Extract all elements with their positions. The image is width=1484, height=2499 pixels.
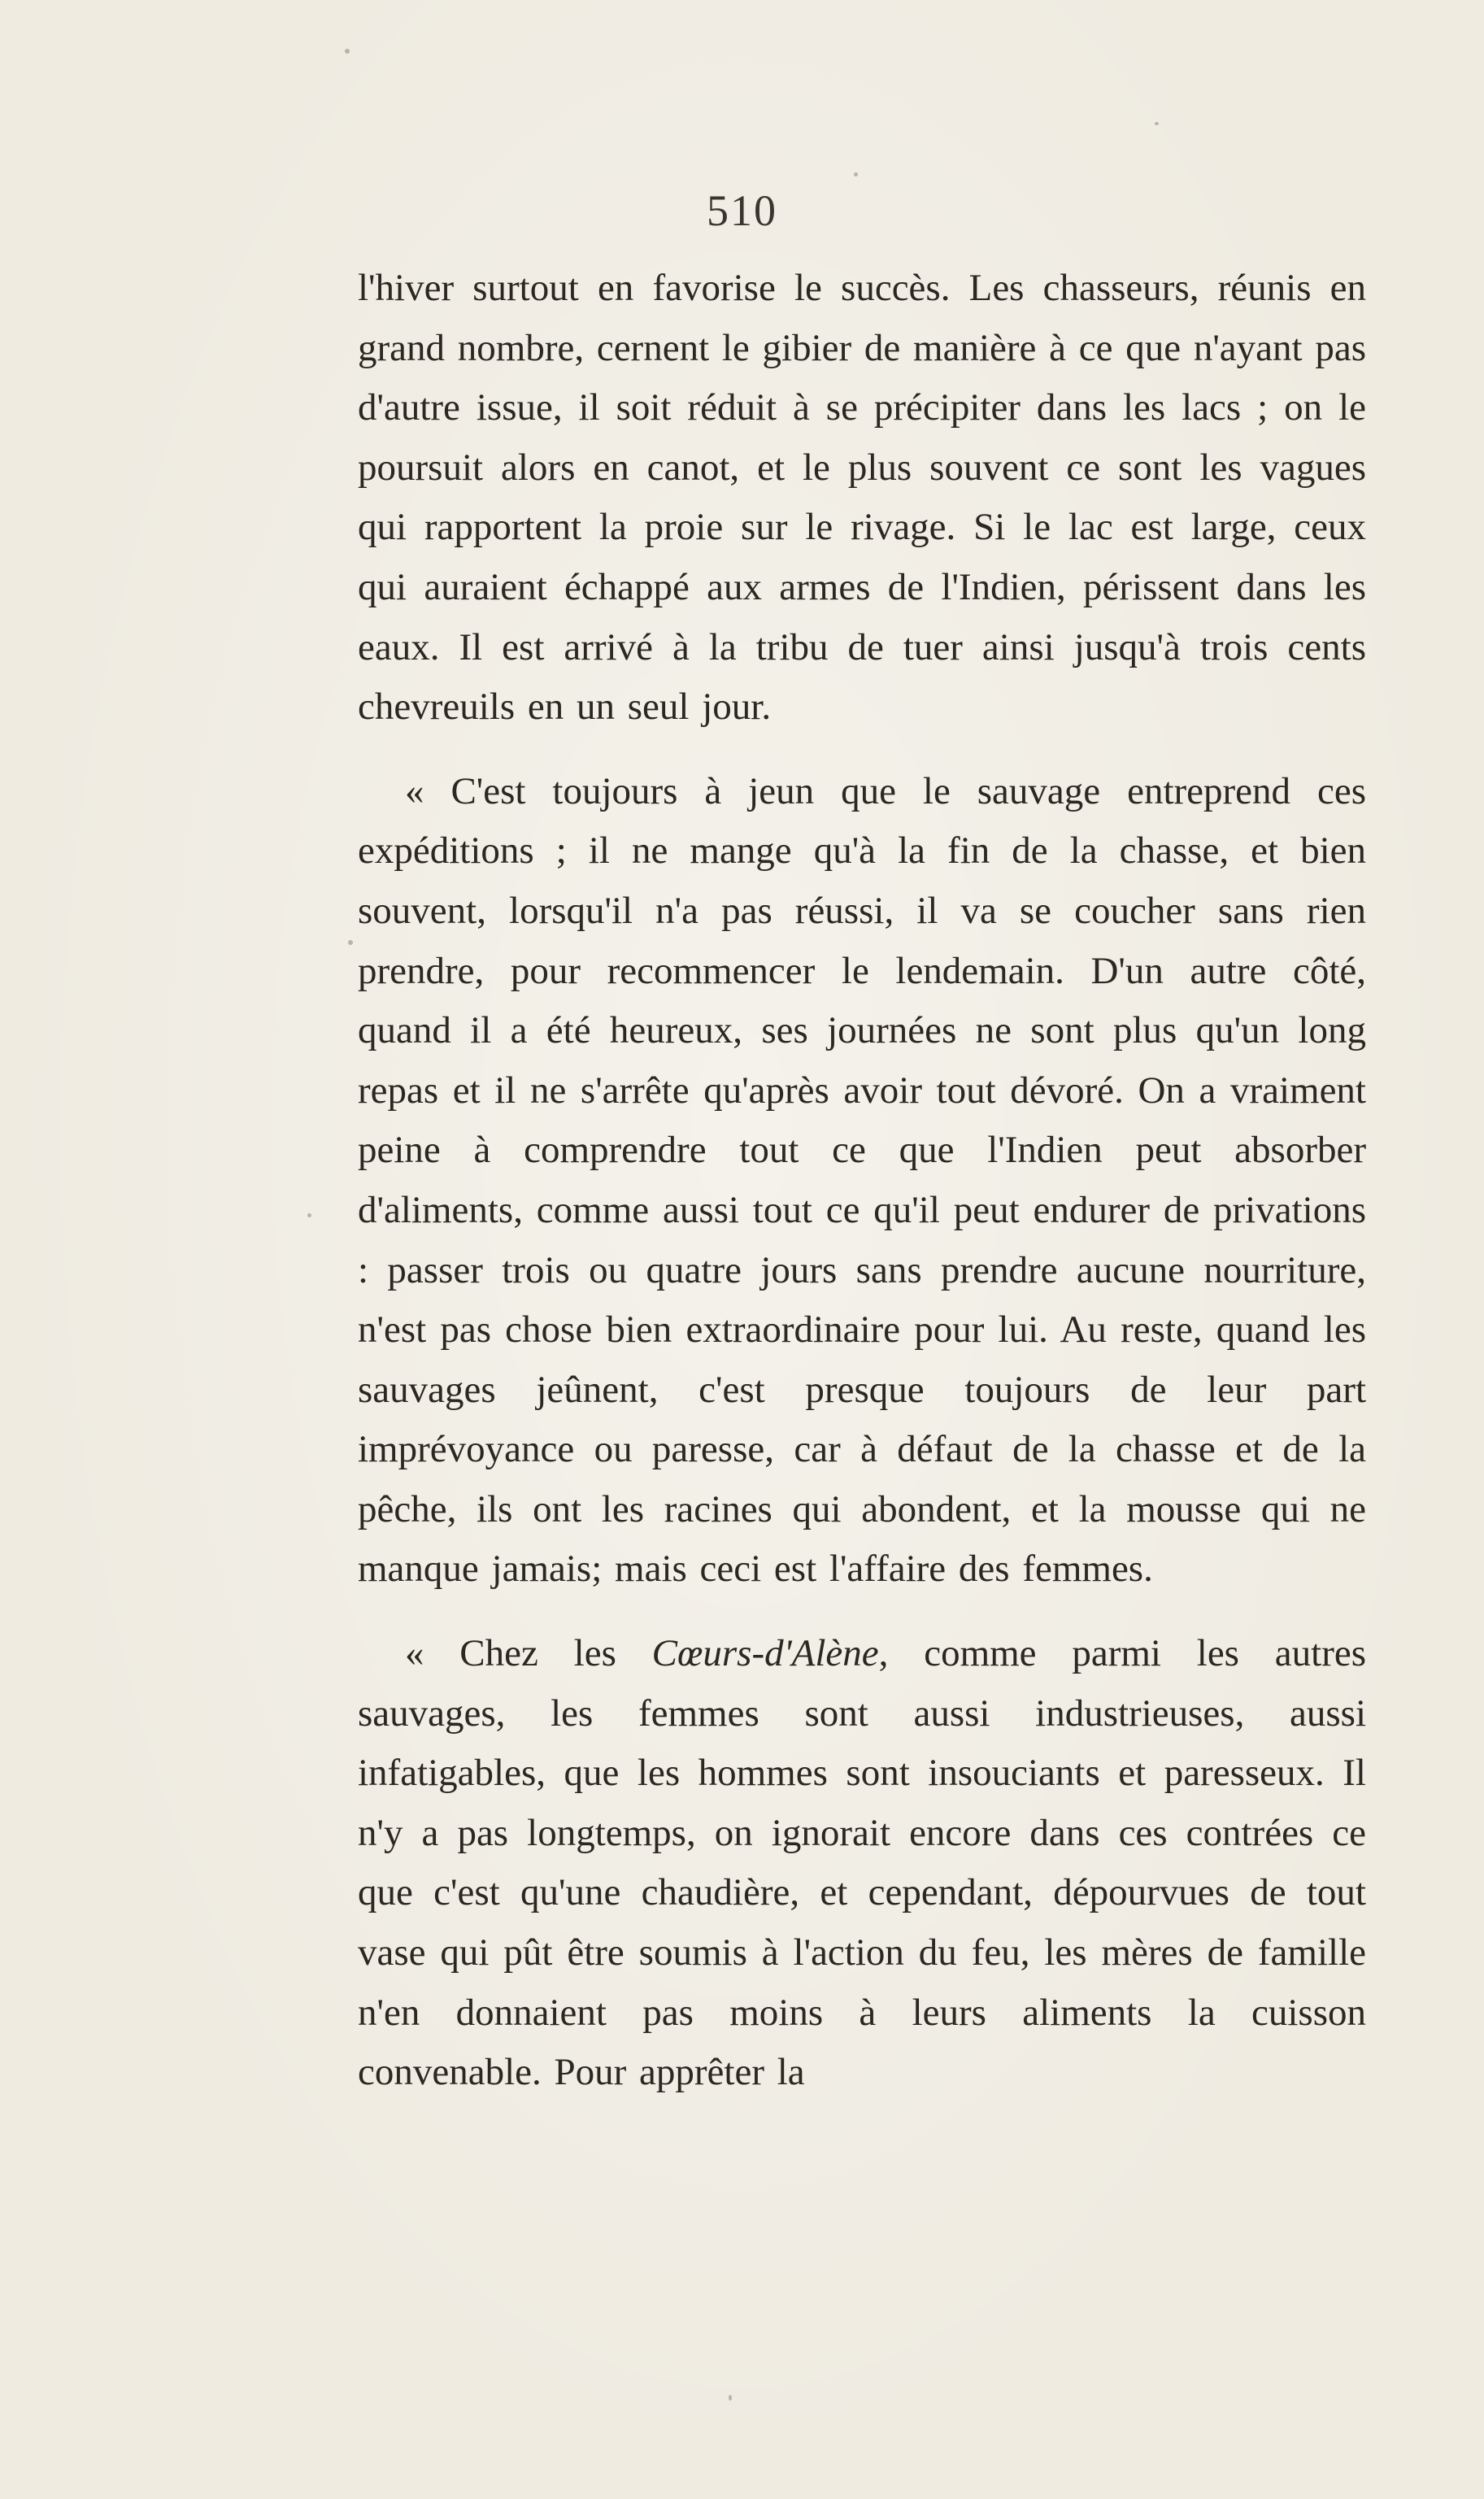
paper-speck bbox=[345, 49, 350, 54]
paragraph-2: « C'est toujours à jeun que le sauvage entreprend ces expéditions ; il ne mange qu'à la fin de la chasse, et bien souvent, lorsqu'il n'a pas réussi, il va se coucher sans rien prendre, pour recommencer le lendemain. D'un autre côté, quand il a été heureux, ses journées ne sont plus qu'un long repas et il ne s'arrête qu'après avoir tout dévoré. On a vraiment peine à comprendre tout ce que l'Indien peut absorber d'aliments, comme aussi tout ce qu'il peut endurer de privations : passer trois ou quatre jours sans prendre aucune nourriture, n'est pas chose bien extraordinaire pour lui. Au reste, quand les sauvages jeûnent, c'est presque toujours de leur part imprévoyance ou paresse, car à défaut de la chasse et de la pêche, ils ont les racines qui abondent, et la mousse qui ne manque jamais; mais ceci est l'affaire des femmes. bbox=[358, 769, 1366, 1591]
paper-speck bbox=[307, 1213, 311, 1217]
paragraph-3-rest: , comme parmi les autres sauvages, les femmes sont aussi industrieuses, aussi infatigables, que les hommes sont insouciants et paresseux. Il n'y a pas longtemps, on ignorait encore dans ces contrées ce que c'est qu'une chaudière, et cependant, dépourvues de tout vase qui pût être soumis à l'action du feu, les mères de famille n'en donnaient pas moins à leurs aliments la cuisson convenable. Pour apprêter la bbox=[358, 1632, 1366, 2094]
page-number: 510 bbox=[707, 186, 777, 235]
paragraph-3-lead: « Chez les bbox=[405, 1632, 652, 1675]
paper-speck bbox=[1155, 122, 1159, 125]
tribe-name-italic: Cœurs-d'Alène bbox=[651, 1632, 879, 1675]
body-text bbox=[358, 259, 1366, 2103]
paragraph-3 bbox=[358, 1624, 1366, 2103]
paper-speck bbox=[854, 172, 858, 176]
paragraph-1: l'hiver surtout en favorise le succès. Les chasseurs, réunis en grand nombre, cernent le gibier de manière à ce que n'ayant pas d'autre issue, il soit réduit à se précipiter dans les lacs ; on le poursuit alors en canot, et le plus souvent ce sont les vagues qui rapportent la proie sur le rivage. Si le lac est large, ceux qui auraient échappé aux armes de l'Indien, périssent dans les eaux. Il est arrivé à la tribu de tuer ainsi jusqu'à trois cents chevreuils en un seul jour. bbox=[358, 267, 1366, 729]
paper-speck bbox=[729, 2395, 732, 2401]
paper-speck bbox=[348, 940, 353, 945]
